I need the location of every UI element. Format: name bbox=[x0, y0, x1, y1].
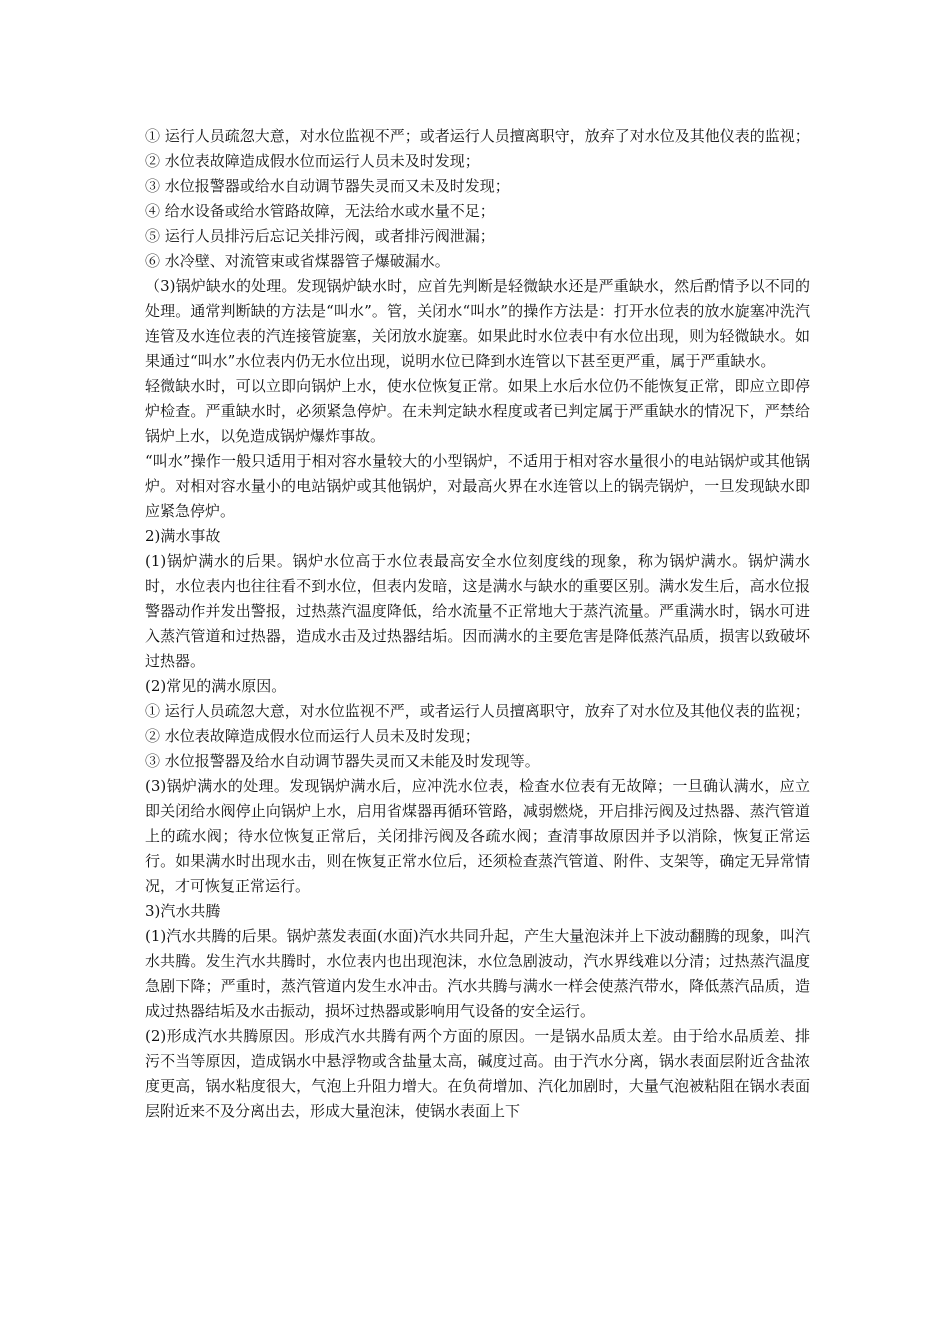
cause-item-4: ④ 给水设备或给水管路故障，无法给水或水量不足； bbox=[145, 202, 495, 220]
priming-cause-paragraph: (2)形成汽水共腾原因。形成汽水共腾有两个方面的原因。一是锅水品质太差。由于给水品质差、排污不当等原因，造成锅水中悬浮物或含盐量太高，碱度过高。由于汽水分离，锅水表面层附近含盐浓度更高，锅水粘度很大，气泡上升阻力增大。在负荷增加、汽化加剧时，大量气泡被粘阻在锅水表面层附近来不及分离出去，形成大量泡沫，使锅水表面上下 bbox=[145, 1027, 810, 1120]
mild-low-water-paragraph: 轻微缺水时，可以立即向锅炉上水，使水位恢复正常。如果上水后水位仍不能恢复正常，即应立即停炉检查。严重缺水时，必须紧急停炉。在未判定缺水程度或者已判定属于严重缺水的情况下，严禁给锅炉上水，以免造成锅炉爆炸事故。 bbox=[145, 377, 810, 445]
document-body bbox=[145, 124, 810, 1124]
priming-consequence-paragraph: (1)汽水共腾的后果。锅炉蒸发表面(水面)汽水共同升起，产生大量泡沫并上下波动翻腾的现象，叫汽水共腾。发生汽水共腾时，水位表内也出现泡沫，水位急剧波动，汽水界线难以分清；过热蒸汽温度急剧下降；严重时，蒸汽管道内发生水冲击。汽水共腾与满水一样会使蒸汽带水，降低蒸汽品质，造成过热器结垢及水击振动，损坏过热器或影响用气设备的安全运行。 bbox=[145, 927, 810, 1020]
overfill-consequence-paragraph: (1)锅炉满水的后果。锅炉水位高于水位表最高安全水位刻度线的现象，称为锅炉满水。锅炉满水时，水位表内也往往看不到水位，但表内发暗，这是满水与缺水的重要区别。满水发生后，高水位报警器动作并发出警报，过热蒸汽温度降低，给水流量不正常地大于蒸汽流量。严重满水时，锅水可进入蒸汽管道和过热器，造成水击及过热器结垢。因而满水的主要危害是降低蒸汽品质，损害以致破坏过热器。 bbox=[145, 552, 810, 670]
overfill-cause-item-2: ② 水位表故障造成假水位而运行人员未及时发现； bbox=[145, 727, 480, 745]
overfill-causes-heading: (2)常见的满水原因。 bbox=[145, 677, 287, 695]
cause-item-3: ③ 水位报警器或给水自动调节器失灵而又未及时发现； bbox=[145, 177, 510, 195]
section-heading-overfill: 2)满水事故 bbox=[145, 527, 221, 545]
cause-item-5: ⑤ 运行人员排污后忘记关排污阀，或者排污阀泄漏； bbox=[145, 227, 495, 245]
cause-item-6: ⑥ 水冷壁、对流管束或省煤器管子爆破漏水。 bbox=[145, 252, 450, 270]
section-heading-priming: 3)汽水共腾 bbox=[145, 902, 221, 920]
overfill-cause-item-3: ③ 水位报警器及给水自动调节器失灵而又未能及时发现等。 bbox=[145, 752, 540, 770]
cause-item-2: ② 水位表故障造成假水位而运行人员未及时发现； bbox=[145, 152, 480, 170]
overfill-handling-paragraph: (3)锅炉满水的处理。发现锅炉满水后，应冲洗水位表，检查水位表有无故障；一旦确认满水，应立即关闭给水阀停止向锅炉上水，启用省煤器再循环管路，减弱燃烧，开启排污阀及过热器、蒸汽管道上的疏水阀；待水位恢复正常后，关闭排污阀及各疏水阀；查清事故原因并予以消除，恢复正常运行。如果满水时出现水击，则在恢复正常水位后，还须检查蒸汽管道、附件、支架等，确定无异常情况，才可恢复正常运行。 bbox=[145, 777, 810, 895]
overfill-cause-item-1: ① 运行人员疏忽大意，对水位监视不严，或者运行人员擅离职守，放弃了对水位及其他仪表的监视； bbox=[145, 702, 810, 720]
call-water-note-paragraph: “叫水”操作一般只适用于相对容水量较大的小型锅炉，不适用于相对容水量很小的电站锅炉或其他锅炉。对相对容水量小的电站锅炉或其他锅炉，对最高火界在水连管以上的锅壳锅炉，一旦发现缺水即应紧急停炉。 bbox=[145, 452, 810, 520]
cause-item-1: ① 运行人员疏忽大意，对水位监视不严；或者运行人员擅离职守，放弃了对水位及其他仪表的监视； bbox=[145, 127, 810, 145]
low-water-handling-paragraph: （3)锅炉缺水的处理。发现锅炉缺水时，应首先判断是轻微缺水还是严重缺水，然后酌情予以不同的处理。通常判断缺的方法是“叫水”。管，关闭水“叫水”的操作方法是：打开水位表的放水旋塞冲洗汽连管及水连位表的汽连接管旋塞，关闭放水旋塞。如果此时水位表中有水位出现，则为轻微缺水。如果通过“叫水”水位表内仍无水位出现，说明水位已降到水连管以下甚至更严重，属于严重缺水。 bbox=[145, 277, 810, 370]
